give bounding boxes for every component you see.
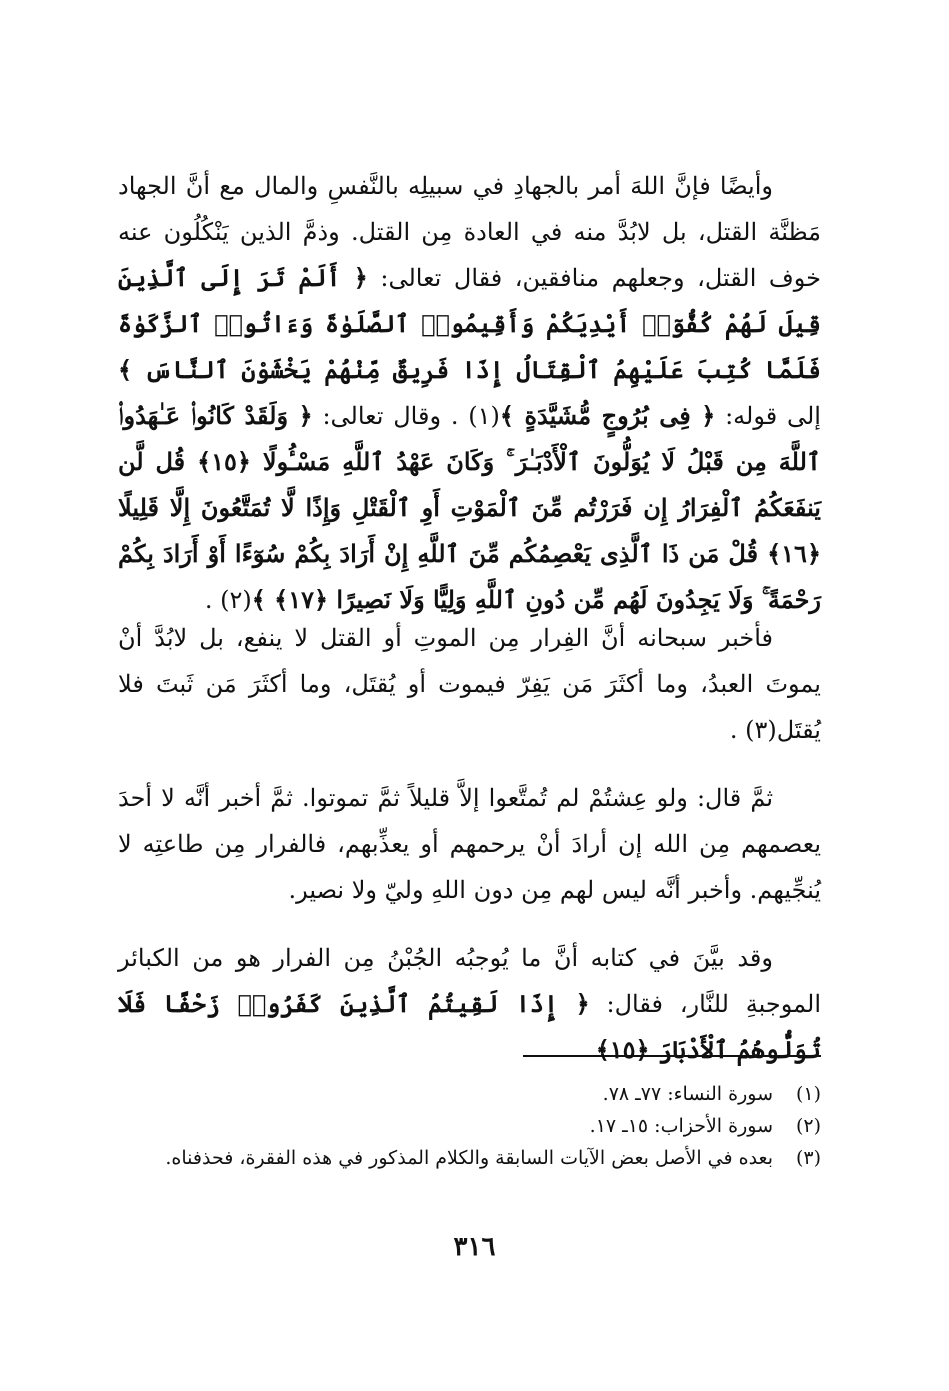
paragraph-1 <box>118 163 821 623</box>
footnote-text: سورة النساء: ٧٧ـ ٧٨. <box>602 1083 773 1105</box>
footnote-3 <box>118 1142 821 1174</box>
footnote-ref-3: (٣) <box>745 716 777 744</box>
paragraph-1-end: . <box>204 586 213 614</box>
paragraph-4-text: وقد بيَّنَ في كتابه أنَّ ما يُوجبُه الجُبْنُ مِن الفرار هو من الكبائر الموجبةِ للنَّار، فقال: <box>118 944 821 1018</box>
footnote-ref-2: (٢) <box>220 586 252 614</box>
footnote-divider <box>523 1055 821 1057</box>
paragraph-3-text: ثمَّ قال: ولو عِشتُمْ لم تُمتَّعوا إلاَّ قليلاً ثمَّ تموتوا. ثمَّ أخبر أنَّه لا أحدَ يعصمهم مِن الله إن أرادَ أنْ يرحمهم أو يعذِّبهم، فالفرار مِن طاعتِه لا يُنجِّيهم. وأخبر أنَّه ليس لهم مِن دون اللهِ وليّ ولا نصير. <box>118 784 821 904</box>
footnote-2 <box>118 1110 821 1142</box>
paragraph-1-after: . وقال تعالى: <box>322 402 459 430</box>
paragraph-3 <box>118 775 821 913</box>
footnote-text: بعده في الأصل بعض الآيات السابقة والكلام المذكور في هذه الفقرة، فحذفناه. <box>165 1147 773 1169</box>
paragraph-1-text: وأيضًا فإنَّ اللهَ أمر بالجهادِ في سبيلِه بالنَّفسِ والمال مع أنَّ الجهاد مَظنَّة القتل، بل لابُدَّ منه في العادة مِن القتل. وذمَّ الذين يَنْكُلُون عنه خوف القتل، وجعلهم منافقين، فقال تعالى: <box>118 172 821 292</box>
footnotes <box>118 1078 821 1174</box>
footnote-ref-1: (١) <box>468 402 500 430</box>
page-number: ٣١٦ <box>453 1232 496 1262</box>
quran-verse-anfal-15: ﴿ إِذَا لَقِيتُمُ ٱلَّذِينَ كَفَرُوا۟ زَحْفًا فَلَا تُوَلُّوهُمُ ٱلْأَدْبَارَ ﴿١٥﴾ <box>118 989 821 1064</box>
quran-verse-ahzab-15-17: ﴿ وَلَقَدْ كَانُوا۟ عَـٰهَدُوا۟ ٱللَّهَ مِن قَبْلُ لَا يُوَلُّونَ ٱلْأَدْبَـٰرَ ۚ وَكَانَ عَهْدُ ٱللَّهِ مَسْـُٔولًا ﴿١٥﴾ قُل لَّن يَنفَعَكُمُ ٱلْفِرَارُ إِن فَرَرْتُم مِّنَ ٱلْمَوْتِ أَوِ ٱلْقَتْلِ وَإِذًا لَّا تُمَتَّعُونَ إِلَّا قَلِيلًا ﴿١٦﴾ قُلْ مَن ذَا ٱلَّذِى يَعْصِمُكُم مِّنَ ٱللَّهِ إِنْ أَرَادَ بِكُمْ سُوٓءًا أَوْ أَرَادَ بِكُمْ رَحْمَةً ۚ وَلَا يَجِدُونَ لَهُم مِّن دُونِ ٱللَّهِ وَلِيًّا وَلَا نَصِيرًا ﴿١٧﴾ ﴾ <box>118 401 821 614</box>
paragraph-2-end: . <box>729 716 738 744</box>
footnote-text: سورة الأحزاب: ١٥ـ ١٧. <box>589 1115 773 1137</box>
footnote-number: (٣) <box>795 1147 821 1169</box>
paragraph-2-text: فأخبر سبحانه أنَّ الفِرار مِن الموتِ أو القتل لا ينفع، بل لابُدَّ أنْ يموتَ العبدُ، وما أكثَرَ مَن يَفِرّ فيموت أو يُقتَل، وما أكثَرَ مَن ثَبتَ فلا يُقتَل <box>118 624 821 744</box>
quran-verse-nisa-77: ﴿ أَلَمْ تَرَ إِلَى ٱلَّذِينَ قِيلَ لَهُمْ كُفُّوٓا۟ أَيْدِيَكُمْ وَأَقِيمُوا۟ ٱلصَّلَوٰةَ وَءَاتُوا۟ ٱلزَّكَوٰةَ فَلَمَّا كُتِبَ عَلَيْهِمُ ٱلْقِتَالُ إِذَا فَرِيقٌ مِّنْهُمْ يَخْشَوْنَ ٱلنَّاسَ ﴾ <box>118 263 821 384</box>
footnote-1 <box>118 1078 821 1110</box>
paragraph-1-middle: إلى قوله: <box>725 402 821 430</box>
paragraph-2 <box>118 615 821 753</box>
footnote-number: (١) <box>795 1083 821 1105</box>
footnote-number: (٢) <box>795 1115 821 1137</box>
paragraph-4 <box>118 935 821 1073</box>
quran-verse-nisa-78: ﴿ فِى بُرُوجٍ مُّشَيَّدَةٍ ﴾ <box>499 401 716 430</box>
